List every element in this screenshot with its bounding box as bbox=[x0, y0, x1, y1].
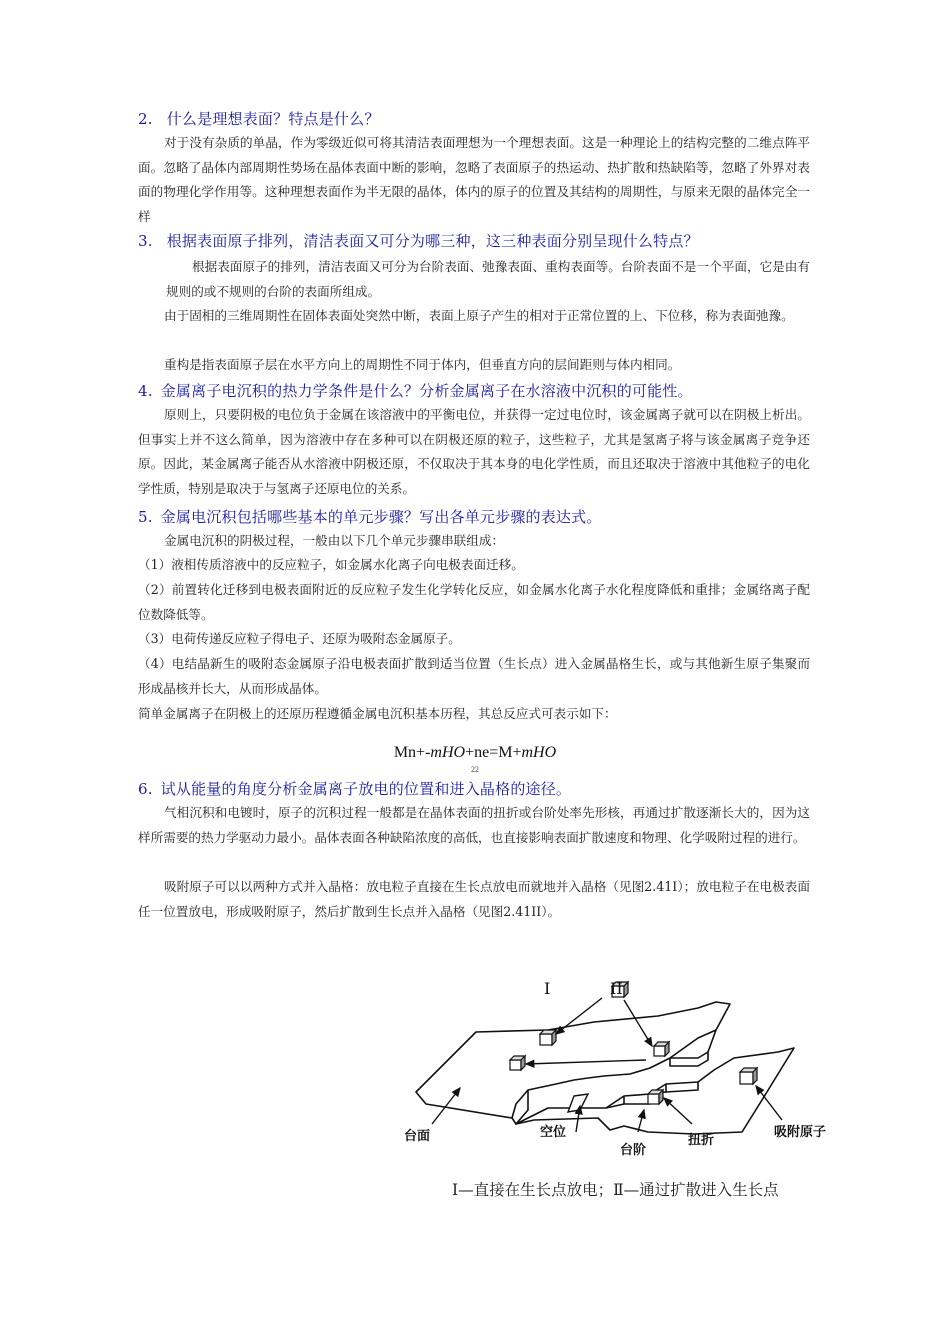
question-number: 3. bbox=[138, 232, 153, 250]
question-4-heading bbox=[138, 380, 693, 401]
q5-step-3: （3）电荷传递反应粒子得电子、还原为吸附态金属原子。 bbox=[138, 631, 461, 646]
q6-answer-p1: 气相沉积和电镀时，原子的沉积过程一般都是在晶体表面的扭折或台阶处率先形核，再通过扩散逐渐长大的，因为这样所需要的热力学驱动力最小。晶体表面各种缺陷浓度的高低，也直接影响表面扩散速度和物理、化学吸附过程的进行。 bbox=[138, 805, 810, 845]
crystal-surface-figure bbox=[398, 972, 838, 1162]
atom-cube-left bbox=[510, 1056, 525, 1070]
q2-answer: 对于没有杂质的单晶，作为零级近似可将其清洁表面理想为一个理想表面。这是一种理论上的结构完整的二维点阵平面。忽略了晶体内部周期性势场在晶体表面中断的影响，忽略了表面原子的热运动、热扩散和热缺陷等，忽略了外界对表面的物理化学作用等。这种理想表面作为半无限的晶体，体内的原子的位置及其结构的周期性，与原来无限的晶体完全一样 bbox=[138, 135, 810, 224]
atom-cube-terrace bbox=[654, 1042, 669, 1056]
q5-summary: 简单金属离子在阴极上的还原历程遵循金属电沉积基本历程，其总反应式可表示如下： bbox=[138, 706, 617, 721]
label-I: I bbox=[544, 979, 551, 998]
question-number: 5. bbox=[138, 508, 153, 526]
equation-part: +ne=M+ bbox=[465, 744, 522, 761]
label-step: 台阶 bbox=[620, 1143, 647, 1158]
vacancy-mark bbox=[568, 1094, 588, 1112]
equation-part: mHO bbox=[430, 744, 466, 761]
question-title: 什么是理想表面？特点是什么？ bbox=[166, 110, 380, 128]
atom-cube-kink bbox=[648, 1090, 663, 1104]
q6-answer-p2: 吸附原子可以以两种方式并入晶格：放电粒子直接在生长点放电而就地并入晶格（见图2.41I）；放电粒子在电极表面任一位置放电，形成吸附原子，然后扩散到生长点并入晶格（见图2.41II）。 bbox=[138, 879, 810, 919]
question-title: 金属离子电沉积的热力学条件是什么？分析金属离子在水溶液中沉积的可能性。 bbox=[160, 382, 693, 400]
q5-step-2: （2）前置转化迁移到电极表面附近的反应粒子发生化学转化反应，如金属水化离子水化程度降低和重排；金属络离子配位数降低等。 bbox=[138, 582, 810, 622]
question-number: 2. bbox=[138, 110, 153, 128]
question-3-heading bbox=[138, 230, 699, 251]
question-title: 根据表面原子排列，清洁表面又可分为哪三种，这三种表面分别呈现什么特点？ bbox=[166, 232, 699, 250]
question-6-heading bbox=[138, 778, 571, 799]
question-number: 4. bbox=[138, 382, 153, 400]
q3-answer-p2: 由于固相的三维周期性在固体表面处突然中断，表面上原子产生的相对于正常位置的上、下位移，称为表面弛豫。 bbox=[164, 308, 794, 323]
question-2-heading bbox=[138, 108, 380, 129]
label-adatom: 吸附原子 bbox=[774, 1125, 827, 1140]
q5-step-4: （4）电结晶新生的吸附态金属原子沿电极表面扩散到适当位置（生长点）进入金属晶格生长，或与其他新生原子集聚而形成晶核并长大，从而形成晶体。 bbox=[138, 656, 810, 696]
q3-answer-p3: 重构是指表面原子层在水平方向上的周期性不同于体内，但垂直方向的层间距则与体内相同。 bbox=[164, 357, 681, 372]
figure-caption: Ⅰ—直接在生长点放电；Ⅱ—通过扩散进入生长点 bbox=[452, 1181, 779, 1199]
question-title: 金属电沉积包括哪些基本的单元步骤？写出各单元步骤的表达式。 bbox=[160, 508, 602, 526]
question-title: 试从能量的角度分析金属离子放电的位置和进入晶格的途径。 bbox=[160, 780, 572, 798]
reaction-equation bbox=[0, 744, 950, 762]
atom-cube-I bbox=[540, 1030, 556, 1045]
equation-part: Mn+- bbox=[393, 744, 431, 761]
label-vacancy: 空位 bbox=[540, 1125, 567, 1140]
atom-cube-adatom bbox=[740, 1068, 757, 1084]
equation-subscripts: 22 bbox=[471, 765, 479, 774]
question-5-heading bbox=[138, 506, 602, 527]
q3-answer-p1: 根据表面原子的排列，清洁表面又可分为台阶表面、弛豫表面、重构表面等。台阶表面不是一个平面，它是由有规则的或不规则的台阶的表面所组成。 bbox=[166, 259, 810, 299]
label-terrace: 台面 bbox=[404, 1129, 431, 1144]
q5-intro: 金属电沉积的阴极过程，一般由以下几个单元步骤串联组成： bbox=[164, 533, 505, 548]
q5-step-1: （1）液相传质溶液中的反应粒子，如金属水化离子向电极表面迁移。 bbox=[138, 557, 524, 572]
question-number: 6. bbox=[138, 780, 153, 798]
label-II: II bbox=[610, 979, 623, 998]
label-kink: 扭折 bbox=[688, 1133, 715, 1148]
q4-answer: 原则上，只要阴极的电位负于金属在该溶液中的平衡电位，并获得一定过电位时，该金属离子就可以在阴极上析出。但事实上并不这么简单，因为溶液中存在多种可以在阴极还原的粒子，这些粒子，尤其是氢离子将与该金属离子竞争还原。因此，某金属离子能否从水溶液中阴极还原，不仅取决于其本身的电化学性质，而且还取决于溶液中其他粒子的电化学性质，特别是取决于与氢离子还原电位的关系。 bbox=[138, 407, 810, 496]
equation-part: mHO bbox=[521, 744, 557, 761]
